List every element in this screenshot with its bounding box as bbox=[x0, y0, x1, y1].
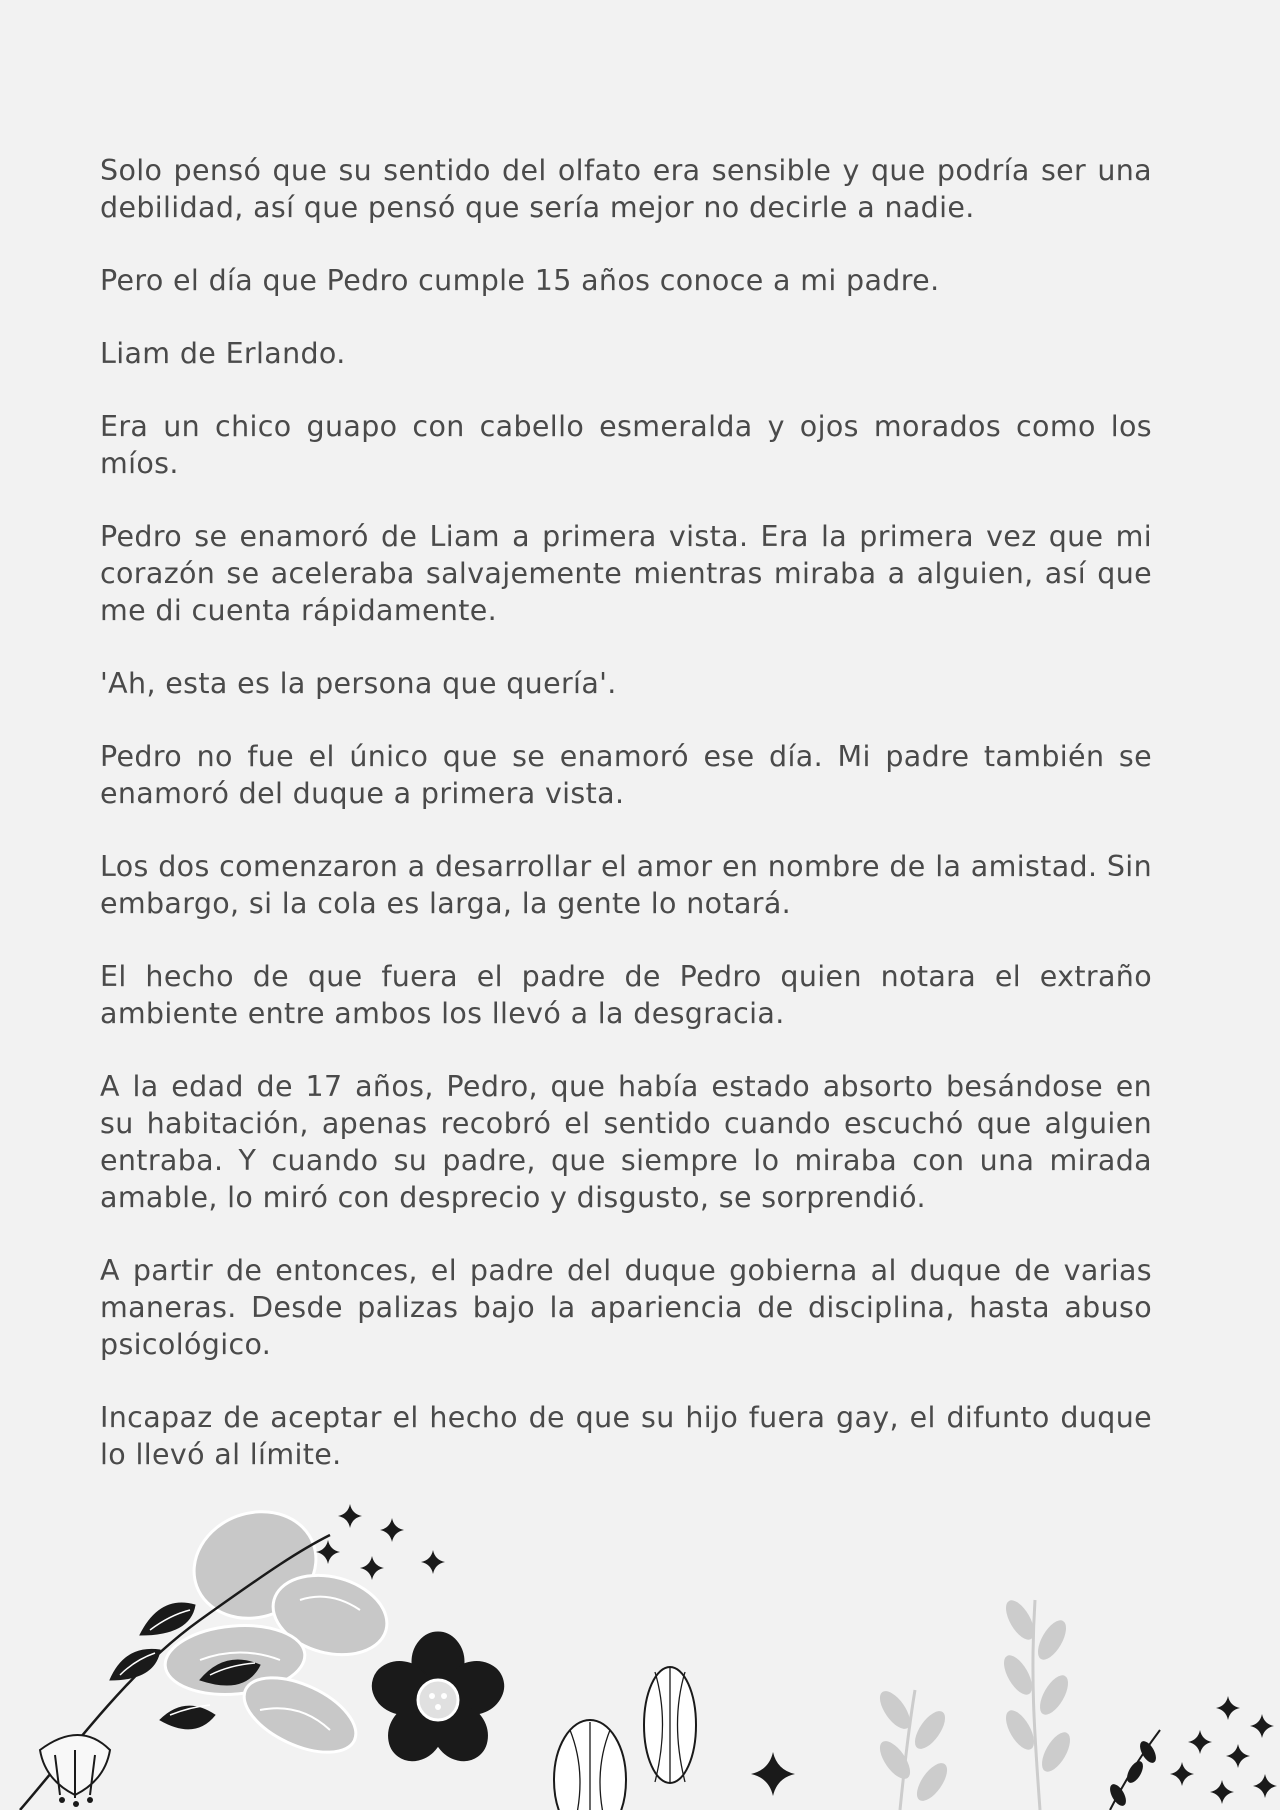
paragraph-2: Pero el día que Pedro cumple 15 años conoce a mi padre. bbox=[100, 264, 940, 297]
paragraph-11: A partir de entonces, el padre del duque gobierna al duque de varias maneras. Desde palizas bajo la apariencia de disciplina, hasta abuso psicológico. bbox=[100, 1254, 1152, 1361]
bell-flower bbox=[40, 1735, 110, 1798]
paragraph-8: Los dos comenzaron a desarrollar el amor en nombre de la amistad. Sin embargo, si la cola es larga, la gente lo notará. bbox=[100, 850, 1152, 920]
paragraph-12: Incapaz de aceptar el hecho de que su hijo fuera gay, el difunto duque lo llevó al límite. bbox=[100, 1401, 1152, 1471]
body-text bbox=[100, 152, 1152, 1473]
paragraph-5: Pedro se enamoró de Liam a primera vista. Era la primera vez que mi corazón se aceleraba salvajemente mientras miraba a alguien, así que me di cuenta rápidamente. bbox=[100, 520, 1152, 627]
paragraph-10: A la edad de 17 años, Pedro, que había estado absorto besándose en su habitación, apenas recobró el sentido cuando escuchó que alguien entraba. Y cuando su padre, que siempre lo miraba con una mirada amable, lo miró con desprecio y disgusto, se sorprendió. bbox=[100, 1070, 1152, 1214]
paragraph-7: Pedro no fue el único que se enamoró ese día. Mi padre también se enamoró del duque a primera vista. bbox=[100, 740, 1152, 810]
paragraph-6: 'Ah, esta es la persona que quería'. bbox=[100, 667, 617, 700]
paragraph-4: Era un chico guapo con cabello esmeralda y ojos morados como los míos. bbox=[100, 410, 1152, 480]
dark-flower bbox=[365, 1632, 510, 1772]
floral-illustration bbox=[0, 1490, 1280, 1810]
paragraph-3: Liam de Erlando. bbox=[100, 337, 346, 370]
paragraph-1: Solo pensó que su sentido del olfato era sensible y que podría ser una debilidad, así que pensó que sería mejor no decirle a nadie. bbox=[100, 154, 1152, 224]
seed-pods bbox=[554, 1667, 696, 1810]
paragraph-9: El hecho de que fuera el padre de Pedro quien notara el extraño ambiente entre ambos los llevó a la desgracia. bbox=[100, 960, 1152, 1030]
